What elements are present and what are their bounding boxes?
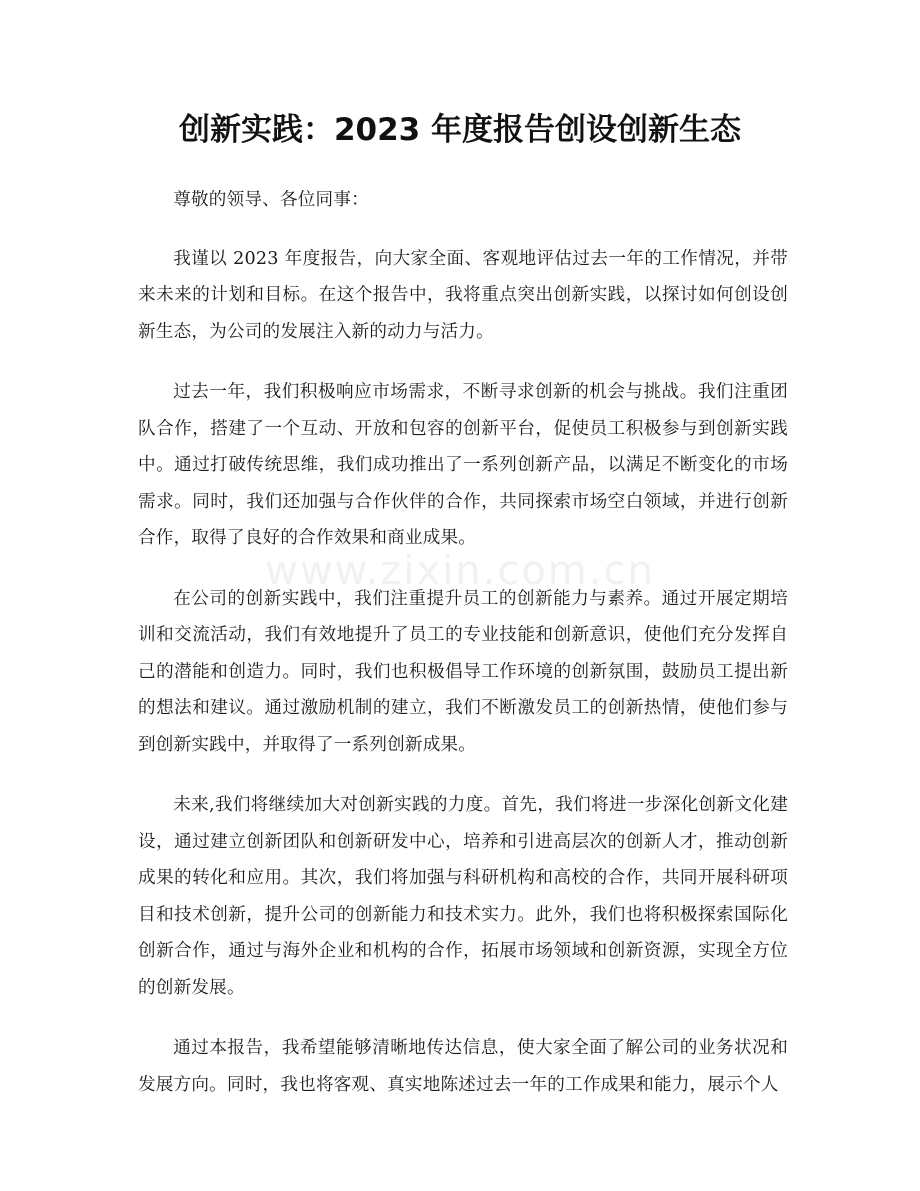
page-title: 创新实践：2023 年度报告创设创新生态 — [178, 112, 742, 148]
past-year-paragraph: 过去一年，我们积极响应市场需求，不断寻求创新的机会与挑战。我们注重团队合作，搭建了一个互动、开放和包容的创新平台，促使员工积极参与到创新实践中。通过打破传统思维，我们成功推出了一系列创新产品，以满足不断变化的市场需求。同时，我们还加强与合作伙伴的合作，共同探索市场空白领域，并进行创新合作，取得了良好的合作效果和商业成果。 — [138, 382, 788, 548]
document-body — [138, 182, 788, 1127]
greeting-paragraph: 尊敬的领导、各位同事： — [173, 190, 369, 210]
employee-innovation-paragraph: 在公司的创新实践中，我们注重提升员工的创新能力与素养。通过开展定期培训和交流活动，我们有效地提升了员工的专业技能和创新意识，使他们充分发挥自己的潜能和创造力。同时，我们也积极倡导工作环境的创新氛围，鼓励员工提出新的想法和建议。通过激励机制的建立，我们不断激发员工的创新热情，使他们参与到创新实践中，并取得了一系列创新成果。 — [138, 588, 788, 755]
future-plans-paragraph: 未来,我们将继续加大对创新实践的力度。首先，我们将进一步深化创新文化建设，通过建立创新团队和创新研发中心，培养和引进高层次的创新人才，推动创新成果的转化和应用。其次，我们将加强与科研机构和高校的合作，共同开展科研项目和技术创新，提升公司的创新能力和技术实力。此外，我们也将积极探索国际化创新合作，通过与海外企业和机构的合作，拓展市场领域和创新资源，实现全方位的创新发展。 — [138, 795, 788, 998]
intro-paragraph: 我谨以 2023 年度报告，向大家全面、客观地评估过去一年的工作情况，并带来未来的计划和目标。在这个报告中，我将重点突出创新实践，以探讨如何创设创新生态，为公司的发展注入新的动力与活力。 — [138, 248, 788, 342]
watermark: www.zixin.com.cn — [265, 548, 655, 594]
closing-paragraph: 通过本报告，我希望能够清晰地传达信息，使大家全面了解公司的业务状况和发展方向。同时，我也将客观、真实地陈述过去一年的工作成果和能力，展示个人 — [138, 1038, 788, 1095]
